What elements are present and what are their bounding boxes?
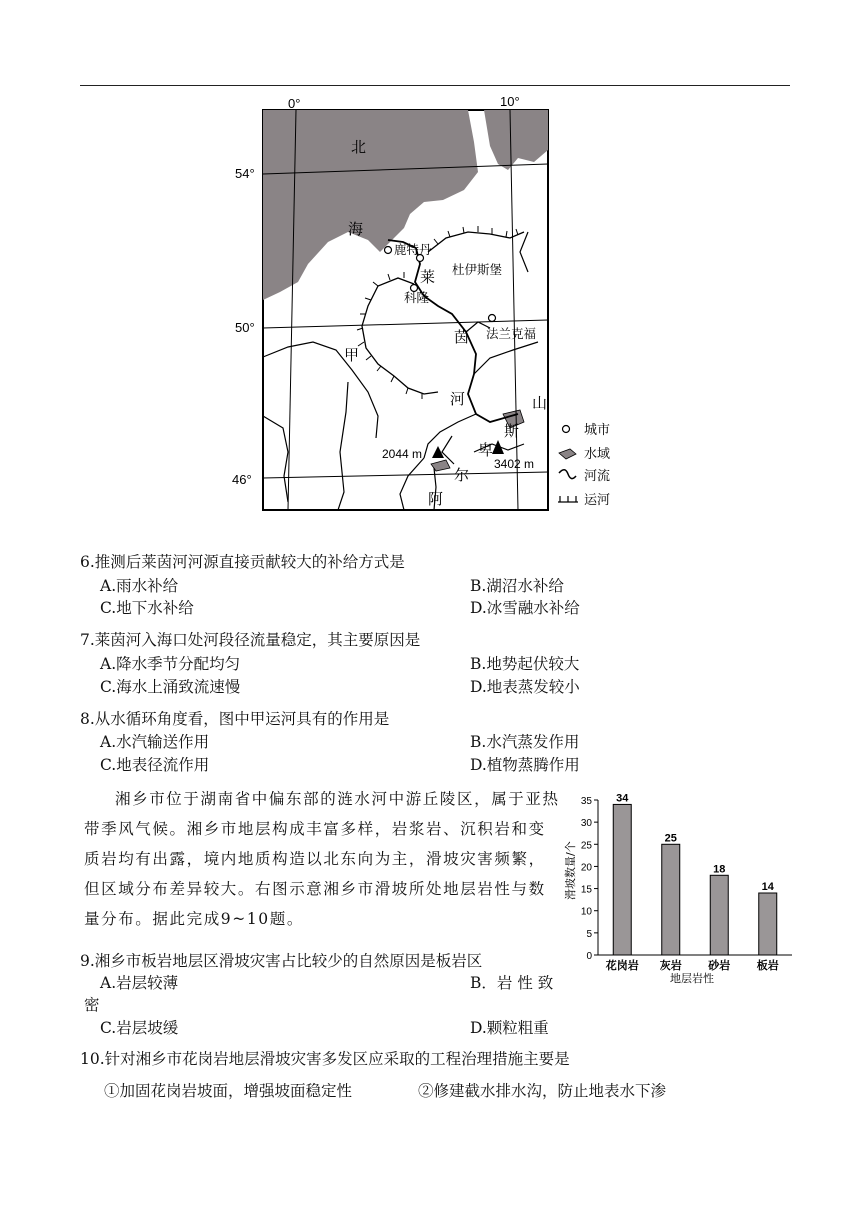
- alps-label-a: 阿: [428, 490, 444, 508]
- q10-stem: 10.针对湘乡市花岗岩地层滑坡灾害多发区应采取的工程治理措施主要是: [80, 1050, 570, 1068]
- chart-data-label: 34: [616, 792, 629, 805]
- chart-data-label: 14: [761, 881, 774, 893]
- sea-label-bei: 北: [351, 138, 367, 156]
- chart-y-tick-label: 35: [580, 796, 592, 807]
- alps-label-si: 斯: [504, 422, 520, 440]
- chart-x-tick-label: 花岗岩: [605, 959, 639, 972]
- chart-data-label: 18: [713, 863, 726, 876]
- city-label-cologne: 科隆: [404, 290, 430, 305]
- chart-y-tick-label: 0: [586, 951, 592, 962]
- chart-y-tick-label: 5: [586, 928, 592, 940]
- q7-option-c: C.海水上涌致流速慢: [100, 678, 241, 696]
- landslide-chart: [560, 790, 800, 990]
- q9-option-c: C.岩层坡缓: [100, 1019, 179, 1037]
- legend-water-icon: [559, 449, 576, 459]
- legend-water-label: 水域: [584, 447, 611, 462]
- q7-stem: 7.莱茵河入海口处河段径流量稳定，其主要原因是: [80, 631, 421, 649]
- alps-label-shan: 山: [532, 394, 548, 412]
- passage-text: 湘乡市位于湖南省中偏东部的涟水河中游丘陵区，属于亚热带季风气候。湘乡市地层构成丰富多样，岩浆岩、沉积岩和变质岩均有出露，境内地质构造以北东向为主，滑坡灾害频繁，但区域分布差异较大。右图示意湘乡市滑坡所处地层岩性与数量分布。据此完成9~10题。: [84, 790, 560, 928]
- chart-y-tick-label: 30: [580, 818, 592, 830]
- chart-x-tick-label: 灰岩: [659, 959, 682, 972]
- header-rule: [80, 85, 790, 86]
- chart-xlabel: 地层岩性: [670, 972, 714, 985]
- q8-stem: 8.从水循环角度看，图中甲运河具有的作用是: [80, 710, 390, 728]
- city-rotterdam: [385, 247, 392, 254]
- q6-option-a: A.雨水补给: [100, 577, 179, 595]
- lon-0: 0°: [288, 96, 301, 111]
- q8-option-d: D.植物蒸腾作用: [470, 756, 580, 774]
- legend-city-label: 城市: [584, 423, 611, 438]
- lon-10: 10°: [500, 94, 520, 109]
- lat-50: 50°: [235, 320, 255, 335]
- chart-bar: [613, 804, 631, 955]
- chart-bar: [662, 844, 680, 955]
- legend-river-label: 河流: [584, 469, 611, 484]
- chart-bar: [759, 893, 777, 955]
- river-label-lai: 莱: [420, 268, 436, 286]
- legend-river-icon: [559, 470, 576, 479]
- q10-option-2: ②修建截水排水沟，防止地表水下渗: [418, 1082, 667, 1100]
- chart-bar: [710, 875, 728, 955]
- peak-label-3402: 3402 m: [494, 457, 535, 471]
- river-label-he: 河: [450, 390, 466, 408]
- q10-option-1: ①加固花岗岩坡面，增强坡面稳定性: [104, 1082, 353, 1100]
- river-label-yin: 茵: [454, 328, 470, 346]
- chart-y-tick-label: 25: [580, 840, 592, 852]
- q6-option-d: D.冰雪融水补给: [470, 599, 580, 617]
- city-label-frankfurt: 法兰克福: [486, 326, 537, 341]
- legend-canal-label: 运河: [584, 493, 611, 508]
- lat-46: 46°: [232, 472, 252, 487]
- q8-option-a: A.水汽输送作用: [100, 733, 210, 751]
- legend-canal-icon: [558, 496, 578, 502]
- chart-y-tick-label: 15: [580, 884, 592, 896]
- map-legend: [556, 418, 636, 512]
- q8-option-b: B.水汽蒸发作用: [470, 733, 580, 751]
- chart-x-tick-label: 砂岩: [708, 959, 731, 972]
- canal-label-jia: 甲: [344, 346, 360, 364]
- q6-stem: 6.推测后莱茵河河源直接贡献较大的补给方式是: [80, 553, 405, 571]
- alps-label-er: 尔: [454, 466, 470, 484]
- rhine-map: [228, 92, 558, 512]
- sea-label-hai: 海: [348, 220, 364, 238]
- chart-data-label: 25: [664, 832, 677, 845]
- city-label-rotterdam: 鹿特丹: [394, 242, 432, 257]
- q7-option-d: D.地表蒸发较小: [470, 678, 580, 696]
- q9-stem: 9.湘乡市板岩地层区滑坡灾害占比较少的自然原因是板岩区: [80, 952, 483, 970]
- city-frankfurt: [489, 315, 496, 322]
- q6-option-b: B.湖沼水补给: [470, 577, 564, 595]
- chart-ylabel: 滑坡数量/个: [564, 841, 577, 900]
- alps-label-bei: 卑: [478, 441, 494, 459]
- q7-option-b: B.地势起伏较大: [470, 655, 580, 673]
- peak-label-2044: 2044 m: [382, 447, 423, 461]
- chart-y-tick-label: 10: [580, 906, 592, 918]
- lat-54: 54°: [235, 166, 255, 181]
- legend-city-icon: [563, 426, 570, 433]
- q7-option-a: A.降水季节分配均匀: [100, 655, 241, 673]
- q6-option-c: C.地下水补给: [100, 599, 194, 617]
- q9-option-b: B．岩 性 致: [470, 974, 554, 992]
- q9-option-d: D.颗粒粗重: [470, 1019, 549, 1037]
- chart-x-tick-label: 板岩: [756, 959, 779, 972]
- q9-option-b-cont: 密: [84, 996, 100, 1014]
- passage: [84, 784, 560, 934]
- chart-bars: [605, 792, 779, 972]
- q8-option-c: C.地表径流作用: [100, 756, 210, 774]
- chart-y-tick-label: 20: [580, 862, 592, 874]
- q9-option-a: A.岩层较薄: [100, 974, 179, 992]
- city-label-duisburg: 杜伊斯堡: [452, 262, 503, 277]
